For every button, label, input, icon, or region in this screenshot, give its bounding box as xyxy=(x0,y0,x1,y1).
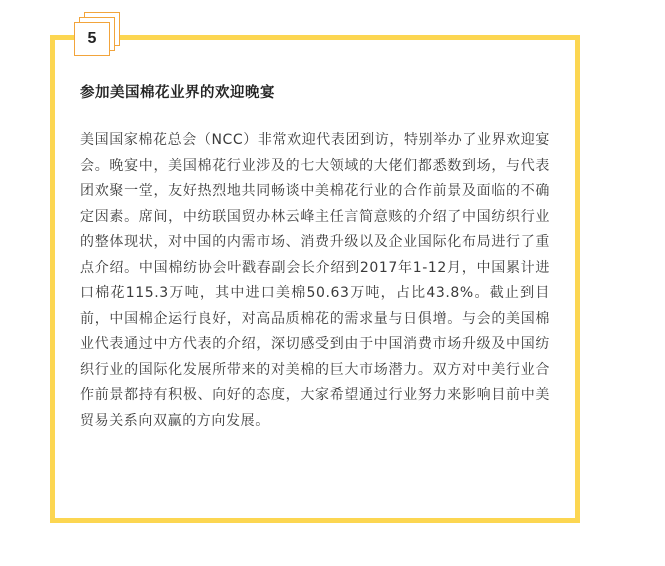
section-number-badge xyxy=(70,12,120,64)
badge-front-sheet xyxy=(74,22,110,56)
article-body: 美国国家棉花总会（NCC）非常欢迎代表团到访，特别举办了业界欢迎宴会。晚宴中，美国棉花行业涉及的七大领域的大佬们都悉数到场，与代表团欢聚一堂，友好热烈地共同畅谈中美棉花行业的合作前景及面临的不确定因素。席间，中纺联国贸办林云峰主任言简意赅的介绍了中国纺织行业的整体现状，对中国的内需市场、消费升级以及企业国际化布局进行了重点介绍。中国棉纺协会叶戳春副会长介绍到2017年1-12月，中国累计进口棉花115.3万吨，其中进口美棉50.63万吨，占比43.8%。截止到目前，中国棉企运行良好，对高品质棉花的需求量与日俱增。与会的美国棉业代表通过中方代表的介绍，深切感受到由于中国消费市场升级及中国纺织行业的国际化发展所带来的对美棉的巨大市场潜力。双方对中美行业合作前景都持有积极、向好的态度，大家希望通过行业努力来影响目前中美贸易关系向双赢的方向发展。 xyxy=(80,132,550,429)
section-number: 5 xyxy=(87,30,97,47)
article-title: 参加美国棉花业界的欢迎晚宴 xyxy=(80,85,275,101)
article-content xyxy=(80,80,550,434)
